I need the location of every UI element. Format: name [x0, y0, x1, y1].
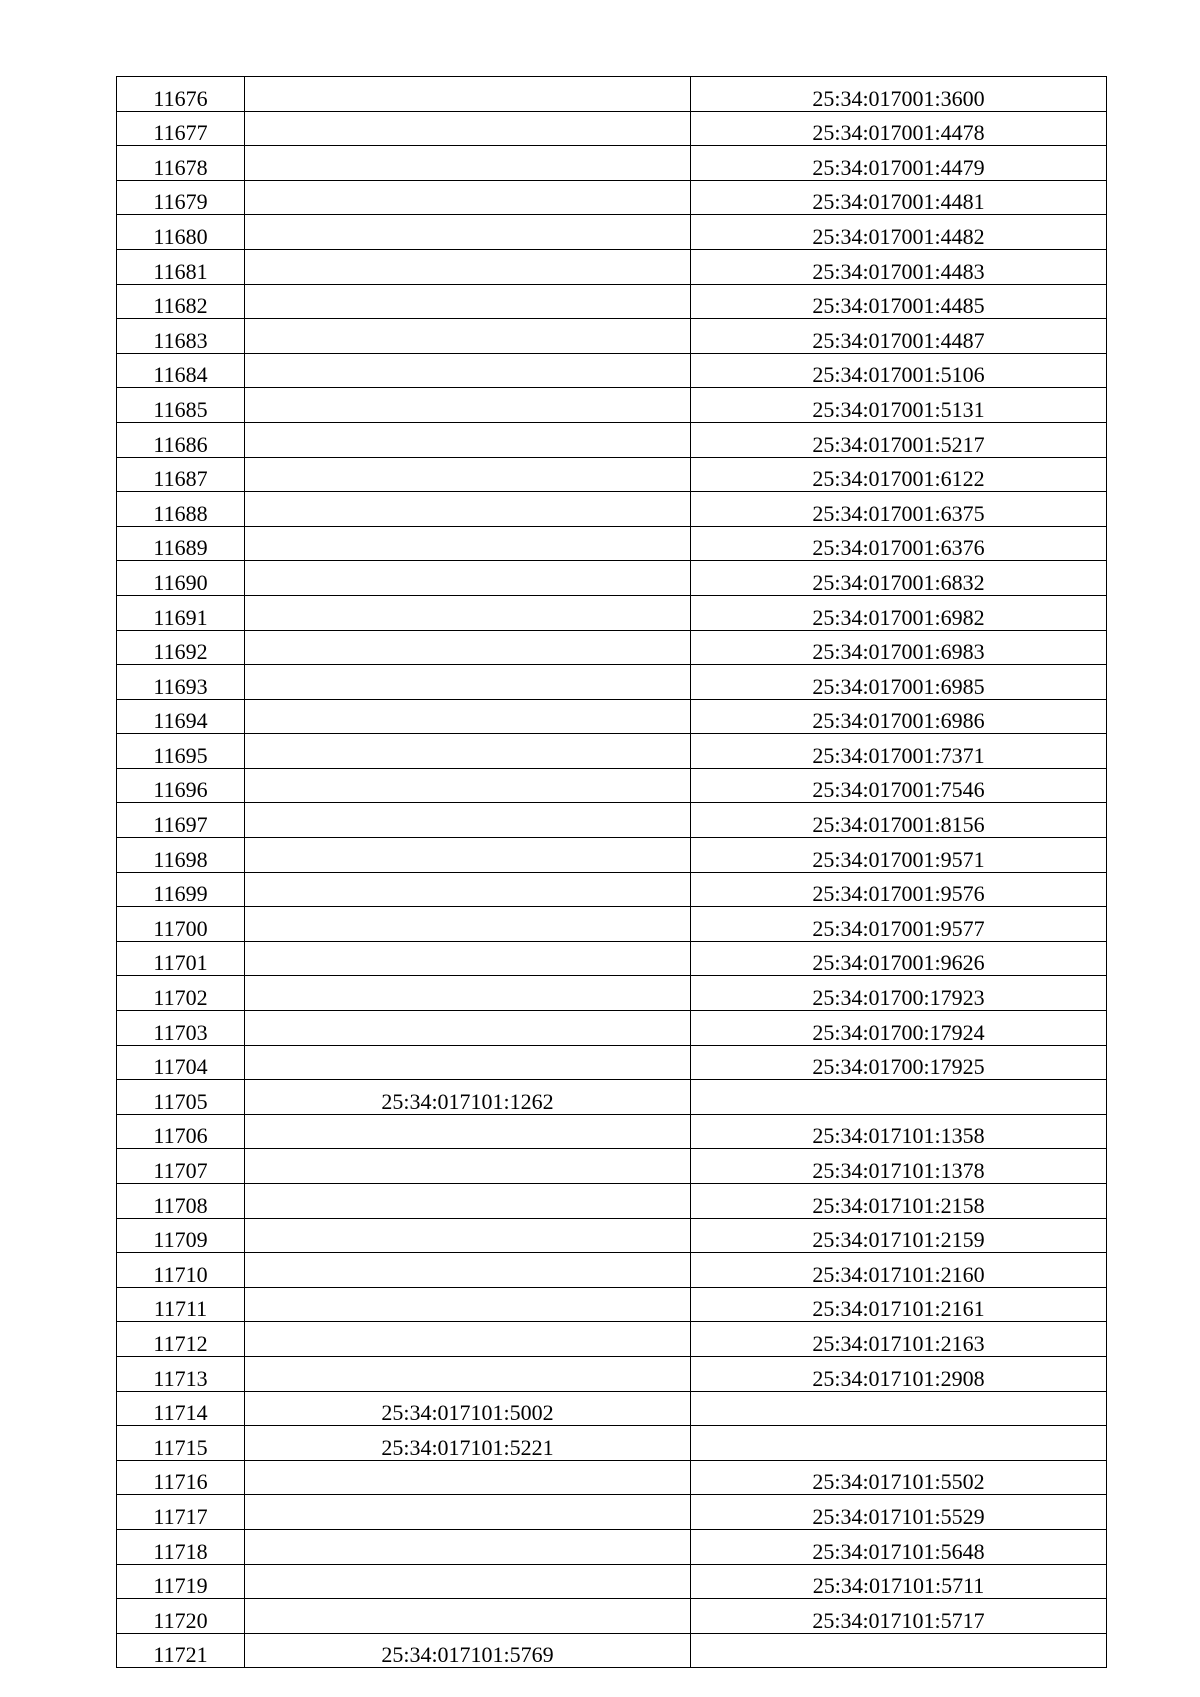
cadastral-number-cell-col2 [245, 353, 691, 388]
cadastral-number-cell-col2 [245, 492, 691, 527]
cadastral-number-cell-col3: 25:34:017001:9626 [691, 941, 1107, 976]
table-row [117, 146, 1107, 181]
cadastral-number-cell-col2 [245, 768, 691, 803]
cadastral-number-cell-col3: 25:34:017001:4485 [691, 284, 1107, 319]
cadastral-number-cell-col2 [245, 595, 691, 630]
table-body [117, 77, 1107, 1668]
cadastral-number-cell-col3: 25:34:017101:2161 [691, 1287, 1107, 1322]
table-row [117, 734, 1107, 769]
cadastral-number-cell-col3 [691, 1633, 1107, 1668]
table-row [117, 1011, 1107, 1046]
cadastral-number-cell-col3: 25:34:017001:4481 [691, 180, 1107, 215]
row-number-cell: 11717 [117, 1495, 245, 1530]
cadastral-number-cell-col2 [245, 630, 691, 665]
row-number-cell: 11709 [117, 1218, 245, 1253]
table-row [117, 457, 1107, 492]
cadastral-number-cell-col3: 25:34:017001:3600 [691, 77, 1107, 112]
table-row [117, 907, 1107, 942]
row-number-cell: 11703 [117, 1011, 245, 1046]
cadastral-number-cell-col2 [245, 319, 691, 354]
row-number-cell: 11680 [117, 215, 245, 250]
cadastral-number-cell-col2 [245, 872, 691, 907]
table-row [117, 595, 1107, 630]
table-row [117, 1114, 1107, 1149]
cadastral-number-cell-col3: 25:34:017001:4487 [691, 319, 1107, 354]
cadastral-number-cell-col3: 25:34:017101:1358 [691, 1114, 1107, 1149]
row-number-cell: 11710 [117, 1253, 245, 1288]
cadastral-number-cell-col2 [245, 1184, 691, 1219]
table-row [117, 976, 1107, 1011]
row-number-cell: 11687 [117, 457, 245, 492]
cadastral-number-cell-col2: 25:34:017101:5221 [245, 1426, 691, 1461]
cadastral-number-cell-col3: 25:34:017001:8156 [691, 803, 1107, 838]
table-row [117, 1149, 1107, 1184]
row-number-cell: 11693 [117, 665, 245, 700]
cadastral-number-cell-col2 [245, 146, 691, 181]
row-number-cell: 11688 [117, 492, 245, 527]
row-number-cell: 11708 [117, 1184, 245, 1219]
row-number-cell: 11681 [117, 249, 245, 284]
cadastral-number-cell-col3: 25:34:017001:9571 [691, 838, 1107, 873]
cadastral-number-cell-col3: 25:34:017101:2160 [691, 1253, 1107, 1288]
row-number-cell: 11679 [117, 180, 245, 215]
table-row [117, 388, 1107, 423]
cadastral-number-cell-col2 [245, 699, 691, 734]
table-row [117, 1080, 1107, 1115]
cadastral-number-cell-col2 [245, 77, 691, 112]
cadastral-number-cell-col2 [245, 1564, 691, 1599]
cadastral-number-cell-col3: 25:34:017001:4478 [691, 111, 1107, 146]
cadastral-number-cell-col3: 25:34:01700:17925 [691, 1045, 1107, 1080]
cadastral-number-cell-col3: 25:34:017001:6375 [691, 492, 1107, 527]
cadastral-number-cell-col3: 25:34:017001:5131 [691, 388, 1107, 423]
cadastral-number-cell-col3: 25:34:017101:5502 [691, 1460, 1107, 1495]
row-number-cell: 11682 [117, 284, 245, 319]
cadastral-number-cell-col3: 25:34:017101:2158 [691, 1184, 1107, 1219]
cadastral-number-cell-col3: 25:34:017001:4483 [691, 249, 1107, 284]
row-number-cell: 11706 [117, 1114, 245, 1149]
table-row [117, 665, 1107, 700]
cadastral-number-cell-col2 [245, 1322, 691, 1357]
row-number-cell: 11719 [117, 1564, 245, 1599]
cadastral-number-cell-col2: 25:34:017101:5769 [245, 1633, 691, 1668]
cadastral-number-cell-col2 [245, 111, 691, 146]
table-row [117, 215, 1107, 250]
table-row [117, 1356, 1107, 1391]
row-number-cell: 11700 [117, 907, 245, 942]
table-row [117, 422, 1107, 457]
cadastral-number-cell-col3: 25:34:017101:2908 [691, 1356, 1107, 1391]
cadastral-number-cell-col3 [691, 1080, 1107, 1115]
row-number-cell: 11718 [117, 1529, 245, 1564]
cadastral-number-cell-col3: 25:34:017001:6832 [691, 561, 1107, 596]
table-row [117, 1495, 1107, 1530]
cadastral-number-cell-col3 [691, 1426, 1107, 1461]
cadastral-number-cell-col2 [245, 1218, 691, 1253]
table-row [117, 872, 1107, 907]
cadastral-number-cell-col3: 25:34:017001:5217 [691, 422, 1107, 457]
row-number-cell: 11715 [117, 1426, 245, 1461]
table-row [117, 630, 1107, 665]
table-row [117, 1460, 1107, 1495]
cadastral-number-cell-col2 [245, 1287, 691, 1322]
table-row [117, 111, 1107, 146]
cadastral-number-cell-col2 [245, 803, 691, 838]
table-row [117, 1426, 1107, 1461]
cadastral-number-cell-col2 [245, 457, 691, 492]
cadastral-number-cell-col3: 25:34:01700:17924 [691, 1011, 1107, 1046]
table-row [117, 803, 1107, 838]
cadastral-number-cell-col3: 25:34:017001:9577 [691, 907, 1107, 942]
table-row [117, 319, 1107, 354]
table-row [117, 284, 1107, 319]
cadastral-number-cell-col3: 25:34:017101:5717 [691, 1599, 1107, 1634]
row-number-cell: 11685 [117, 388, 245, 423]
cadastral-number-cell-col3: 25:34:017001:6376 [691, 526, 1107, 561]
cadastral-number-cell-col3: 25:34:017001:4479 [691, 146, 1107, 181]
row-number-cell: 11697 [117, 803, 245, 838]
row-number-cell: 11694 [117, 699, 245, 734]
table-row [117, 768, 1107, 803]
table-row [117, 526, 1107, 561]
table-row [117, 77, 1107, 112]
cadastral-number-cell-col2 [245, 215, 691, 250]
cadastral-number-cell-col3: 25:34:017001:9576 [691, 872, 1107, 907]
cadastral-number-table [116, 76, 1107, 1668]
cadastral-number-cell-col2 [245, 734, 691, 769]
table-row [117, 1391, 1107, 1426]
cadastral-number-cell-col3: 25:34:017001:4482 [691, 215, 1107, 250]
row-number-cell: 11698 [117, 838, 245, 873]
row-number-cell: 11689 [117, 526, 245, 561]
table-row [117, 1218, 1107, 1253]
table-row [117, 1633, 1107, 1668]
row-number-cell: 11686 [117, 422, 245, 457]
cadastral-number-cell-col3 [691, 1391, 1107, 1426]
cadastral-number-cell-col2 [245, 561, 691, 596]
table-row [117, 353, 1107, 388]
cadastral-number-cell-col3: 25:34:017101:5529 [691, 1495, 1107, 1530]
cadastral-number-cell-col2 [245, 1599, 691, 1634]
row-number-cell: 11701 [117, 941, 245, 976]
row-number-cell: 11684 [117, 353, 245, 388]
row-number-cell: 11676 [117, 77, 245, 112]
row-number-cell: 11705 [117, 1080, 245, 1115]
cadastral-number-cell-col2 [245, 1114, 691, 1149]
row-number-cell: 11712 [117, 1322, 245, 1357]
table-row [117, 699, 1107, 734]
cadastral-number-cell-col3: 25:34:017001:6986 [691, 699, 1107, 734]
table-row [117, 1184, 1107, 1219]
cadastral-number-cell-col3: 25:34:017001:7371 [691, 734, 1107, 769]
row-number-cell: 11704 [117, 1045, 245, 1080]
cadastral-number-cell-col3: 25:34:017101:1378 [691, 1149, 1107, 1184]
cadastral-number-cell-col2 [245, 1045, 691, 1080]
cadastral-number-cell-col2 [245, 838, 691, 873]
row-number-cell: 11691 [117, 595, 245, 630]
row-number-cell: 11677 [117, 111, 245, 146]
cadastral-number-cell-col2 [245, 941, 691, 976]
table-row [117, 1287, 1107, 1322]
cadastral-number-cell-col2 [245, 249, 691, 284]
row-number-cell: 11713 [117, 1356, 245, 1391]
row-number-cell: 11714 [117, 1391, 245, 1426]
table-row [117, 180, 1107, 215]
row-number-cell: 11678 [117, 146, 245, 181]
row-number-cell: 11683 [117, 319, 245, 354]
row-number-cell: 11702 [117, 976, 245, 1011]
row-number-cell: 11696 [117, 768, 245, 803]
row-number-cell: 11699 [117, 872, 245, 907]
cadastral-number-cell-col2 [245, 388, 691, 423]
cadastral-number-cell-col3: 25:34:017101:5711 [691, 1564, 1107, 1599]
cadastral-number-cell-col2 [245, 1529, 691, 1564]
table-row [117, 1322, 1107, 1357]
row-number-cell: 11695 [117, 734, 245, 769]
cadastral-number-cell-col2 [245, 1149, 691, 1184]
cadastral-number-cell-col2 [245, 1460, 691, 1495]
cadastral-number-cell-col2 [245, 180, 691, 215]
cadastral-number-cell-col2 [245, 526, 691, 561]
cadastral-number-cell-col3: 25:34:017001:7546 [691, 768, 1107, 803]
table-row [117, 1253, 1107, 1288]
cadastral-number-cell-col2 [245, 1356, 691, 1391]
table-row [117, 249, 1107, 284]
cadastral-number-cell-col2 [245, 284, 691, 319]
table-row [117, 492, 1107, 527]
cadastral-number-cell-col3: 25:34:017001:5106 [691, 353, 1107, 388]
cadastral-number-cell-col2 [245, 976, 691, 1011]
table-row [117, 1599, 1107, 1634]
table-row [117, 838, 1107, 873]
row-number-cell: 11690 [117, 561, 245, 596]
cadastral-number-cell-col2 [245, 1011, 691, 1046]
row-number-cell: 11692 [117, 630, 245, 665]
cadastral-number-cell-col3: 25:34:017101:2163 [691, 1322, 1107, 1357]
table-row [117, 1045, 1107, 1080]
cadastral-number-cell-col2 [245, 665, 691, 700]
cadastral-number-cell-col3: 25:34:017101:2159 [691, 1218, 1107, 1253]
row-number-cell: 11711 [117, 1287, 245, 1322]
cadastral-number-cell-col2 [245, 1253, 691, 1288]
table-row [117, 941, 1107, 976]
row-number-cell: 11721 [117, 1633, 245, 1668]
cadastral-number-cell-col3: 25:34:017001:6982 [691, 595, 1107, 630]
cadastral-number-cell-col2 [245, 422, 691, 457]
cadastral-number-cell-col3: 25:34:017001:6983 [691, 630, 1107, 665]
cadastral-number-cell-col3: 25:34:017001:6985 [691, 665, 1107, 700]
cadastral-number-cell-col3: 25:34:01700:17923 [691, 976, 1107, 1011]
cadastral-number-cell-col3: 25:34:017101:5648 [691, 1529, 1107, 1564]
table-row [117, 561, 1107, 596]
table-row [117, 1529, 1107, 1564]
table-row [117, 1564, 1107, 1599]
row-number-cell: 11707 [117, 1149, 245, 1184]
cadastral-number-cell-col2 [245, 907, 691, 942]
cadastral-number-cell-col2 [245, 1495, 691, 1530]
cadastral-number-cell-col2: 25:34:017101:5002 [245, 1391, 691, 1426]
cadastral-number-cell-col3: 25:34:017001:6122 [691, 457, 1107, 492]
row-number-cell: 11716 [117, 1460, 245, 1495]
cadastral-number-cell-col2: 25:34:017101:1262 [245, 1080, 691, 1115]
row-number-cell: 11720 [117, 1599, 245, 1634]
